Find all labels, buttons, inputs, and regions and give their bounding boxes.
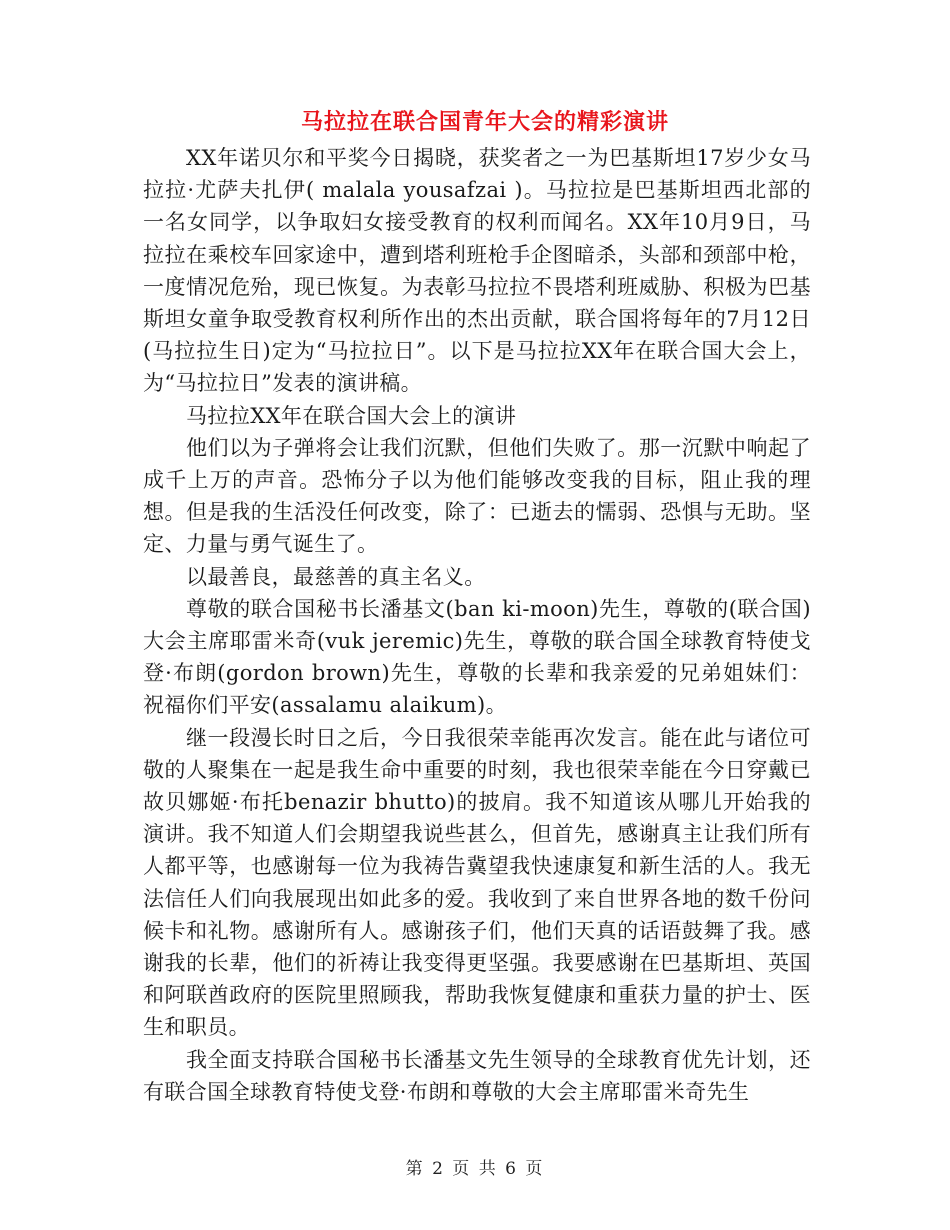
paragraph-salutation: 尊敬的联合国秘书长潘基文(ban ki-moon)先生，尊敬的(联合国)大会主席耶雷米奇(vuk jeremic)先生，尊敬的联合国全球教育特使戈登·布朗(gordon brown)先生，尊敬的长辈和我亲爱的兄弟姐妹们：祝福你们平安(assalamu alaikum)。 xyxy=(143,596,811,718)
paragraph-silence: 他们以为子弹将会让我们沉默，但他们失败了。那一沉默中响起了成千上万的声音。恐怖分子以为他们能够改变我的目标，阻止我的理想。但是我的生活没任何改变，除了：已逝去的懦弱、恐惧与无助。坚定、力量与勇气诞生了。 xyxy=(143,435,811,557)
paragraph-intro: XX年诺贝尔和平奖今日揭晓，获奖者之一为巴基斯坦17岁少女马拉拉·尤萨夫扎伊( malala yousafzai )。马拉拉是巴基斯坦西北部的一名女同学，以争取妇女接受教育的权利而闻名。XX年10月9日，马拉拉在乘校车回家途中，遭到塔利班枪手企图暗杀，头部和颈部中枪，一度情况危殆，现已恢复。为表彰马拉拉不畏塔利班威胁、积极为巴基斯坦女童争取受教育权利所作出的杰出贡献，联合国将每年的7月12日(马拉拉生日)定为“马拉拉日”。以下是马拉拉XX年在联合国大会上，为“马拉拉日”发表的演讲稿。 xyxy=(143,146,811,396)
page-number: 第 2 页 共 6 页 xyxy=(405,1159,545,1179)
document-title: 马拉拉在联合国青年大会的精彩演讲 xyxy=(300,110,669,135)
paragraph-invocation: 以最善良，最慈善的真主名义。 xyxy=(186,564,486,589)
paragraph-support: 我全面支持联合国秘书长潘基文先生领导的全球教育优先计划，还有联合国全球教育特使戈登·布朗和尊敬的大会主席耶雷米奇先生 xyxy=(143,1047,811,1104)
paragraph-speech-heading: 马拉拉XX年在联合国大会上的演讲 xyxy=(186,403,517,428)
paragraph-gratitude: 继一段漫长时日之后，今日我很荣幸能再次发言。能在此与诸位可敬的人聚集在一起是我生命中重要的时刻，我也很荣幸能在今日穿戴已故贝娜姬·布托benazir bhutto)的披肩。我不知道该从哪儿开始我的演讲。我不知道人们会期望我说些甚么，但首先，感谢真主让我们所有人都平等，也感谢每一位为我祷告冀望我快速康复和新生活的人。我无法信任人们向我展现出如此多的爱。我收到了来自世界各地的数千份问候卡和礼物。感谢所有人。感谢孩子们，他们天真的话语鼓舞了我。感谢我的长辈，他们的祈祷让我变得更坚强。我要感谢在巴基斯坦、英国和阿联酋政府的医院里照顾我，帮助我恢复健康和重获力量的护士、医生和职员。 xyxy=(143,725,811,1040)
document-body xyxy=(143,104,811,1108)
